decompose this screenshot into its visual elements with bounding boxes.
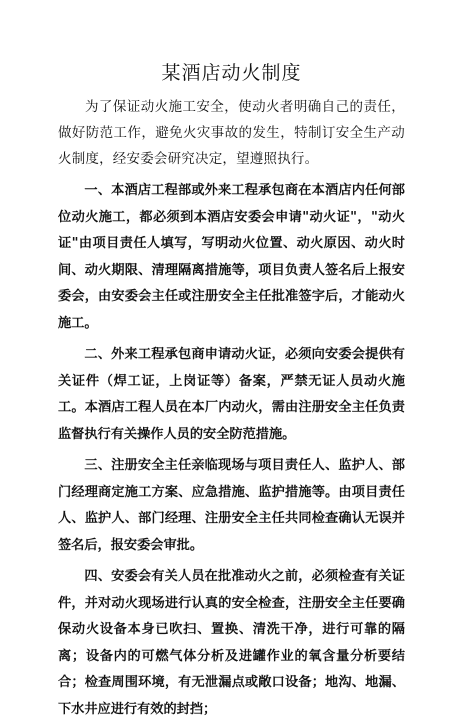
document-title: 某酒店动火制度 bbox=[161, 62, 302, 84]
paragraph-2: 二、外来工程承包商申请动火证，必须向安委会提供有关证件（焊工证，上岗证等）备案，严禁无证人员动火施工。本酒店工程人员在本厂内动火，需由注册安全主任负责监督执行有关操作人员的安全防范措施。 bbox=[58, 347, 405, 442]
paragraph-3: 三、注册安全主任亲临现场与项目责任人、监护人、部门经理商定施工方案、应急措施、监护措施等。由项目责任人、监护人、部门经理、注册安全主任共同检查确认无误并签名后，报安委会审批。 bbox=[58, 458, 405, 553]
intro-paragraph: 为了保证动火施工安全，使动火者明确自己的责任，做好防范工作，避免火灾事故的发生，特制订安全生产动火制度，经安委会研究决定，望遵照执行。 bbox=[58, 99, 405, 167]
paragraph-4: 四、安委会有关人员在批准动火之前，必须检查有关证件，并对动火现场进行认真的安全检查，注册安全主任要确保动火设备本身已吹扫、置换、清洗干净，进行可靠的隔离；设备内的可燃气体分析及进罐作业的氧含量分析要结合；检查周围环境，有无泄漏点或敞口设备；地沟、地漏、下水井应进行有效的封挡； bbox=[58, 569, 405, 717]
paragraph-1: 一、本酒店工程部或外来工程承包商在本酒店内任何部位动火施工，都必须到本酒店安委会申请"动火证"，"动火证"由项目责任人填写，写明动火位置、动火原因、动火时间、动火期限、清理隔离措施等，项目负责人签名后上报安委会，由安委会主任或注册安全主任批准签字后，才能动火施工。 bbox=[58, 183, 405, 331]
